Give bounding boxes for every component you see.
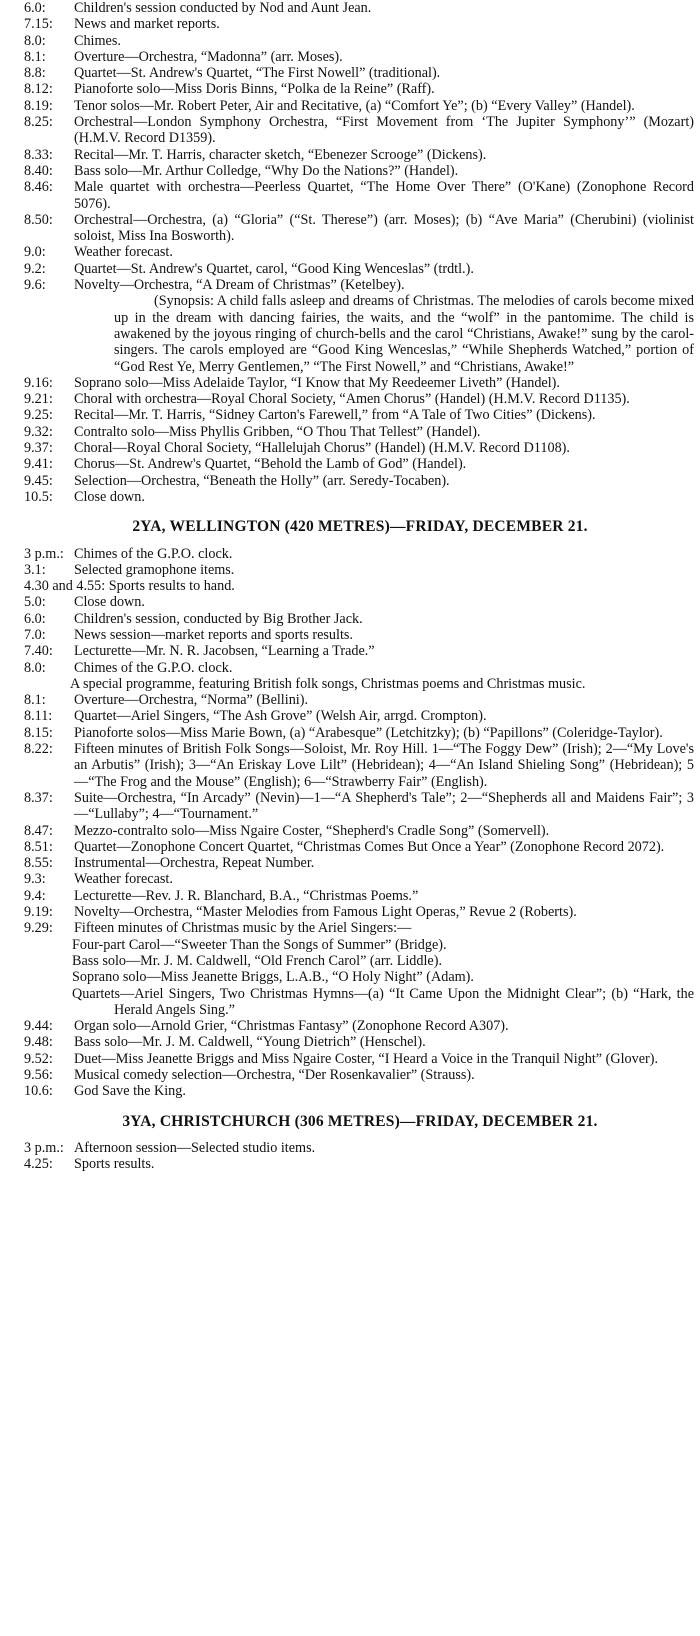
entry-text: Weather forecast. xyxy=(74,244,173,261)
programme-list xyxy=(24,1140,694,1173)
programme-entry xyxy=(24,49,694,65)
section-1ya-continued xyxy=(0,0,700,505)
entry-time: 9.37: xyxy=(24,440,53,457)
programme-entry xyxy=(24,1051,694,1067)
entry-time: 5.0: xyxy=(24,594,46,611)
programme-entry xyxy=(24,839,694,855)
programme-entry xyxy=(24,81,694,97)
programme-list xyxy=(24,692,694,936)
programme-entry xyxy=(24,627,694,643)
programme-entry xyxy=(24,1018,694,1034)
entry-text: Orchestral—Orchestra, (a) “Gloria” (“St. Therese”) (arr. Moses); (b) “Ave Maria” (Cherubini) (violinist soloist, Miss Ina Bosworth). xyxy=(74,211,694,245)
programme-entry xyxy=(24,456,694,472)
entry-time: 8.46: xyxy=(24,179,53,196)
programme-entry xyxy=(24,741,694,790)
programme-entry xyxy=(24,163,694,179)
programme-entry xyxy=(24,562,694,578)
entry-time: 9.48: xyxy=(24,1034,53,1051)
christmas-items-list xyxy=(24,937,694,1018)
entry-text: Orchestral—London Symphony Orchestra, “First Movement from ‘The Jupiter Symphony’” (Mozart) (H.M.V. Record D1359). xyxy=(74,114,694,147)
entry-time: 8.12: xyxy=(24,81,53,98)
entry-time: 7.40: xyxy=(24,643,53,660)
programme-entry xyxy=(24,98,694,114)
entry-text: Contralto solo—Miss Phyllis Gribben, “O Thou That Tellest” (Handel). xyxy=(74,423,481,440)
programme-entry xyxy=(24,179,694,212)
programme-list xyxy=(24,0,694,293)
christmas-item: Four-part Carol—“Sweeter Than the Songs of Summer” (Bridge). xyxy=(72,936,447,953)
entry-text: News session—market reports and sports results. xyxy=(74,626,353,643)
entry-time: 9.2: xyxy=(24,260,46,277)
entry-time: 3 p.m.: xyxy=(24,545,64,562)
entry-text: Duet—Miss Jeanette Briggs and Miss Ngaire Coster, “I Heard a Voice in the Tranquil Night” (Glover). xyxy=(74,1050,659,1067)
programme-list xyxy=(24,546,694,676)
station-heading-2ya: 2YA, WELLINGTON (420 METRES)—FRIDAY, DECEMBER 21. xyxy=(132,518,588,536)
entry-time: 8.1: xyxy=(24,692,46,709)
entry-text: Children's session conducted by Nod and Aunt Jean. xyxy=(74,0,372,16)
entry-time: 9.25: xyxy=(24,407,53,424)
entry-text: Organ solo—Arnold Grier, “Christmas Fantasy” (Zonophone Record A307). xyxy=(74,1018,509,1035)
entry-time: 8.8: xyxy=(24,65,46,82)
programme-entry xyxy=(24,578,694,594)
entry-text: Weather forecast. xyxy=(74,871,173,888)
entry-text: Suite—Orchestra, “In Arcady” (Nevin)—1—“A Shepherd's Tale”; 2—“Shepherds all and Maidens Fair”; 3—“Lullaby”; 4—“Tournament.” xyxy=(74,789,694,823)
programme-entry xyxy=(24,147,694,163)
entry-text: Chimes of the G.P.O. clock. xyxy=(74,545,233,562)
programme-entry xyxy=(24,407,694,423)
programme-entry xyxy=(24,823,694,839)
entry-time: 6.0: xyxy=(24,0,46,16)
programme-entry xyxy=(24,424,694,440)
entry-text: Novelty—Orchestra, “Master Melodies from Famous Light Operas,” Revue 2 (Roberts). xyxy=(74,904,577,921)
entry-time: 9.3: xyxy=(24,871,46,888)
entry-text: Quartet—Ariel Singers, “The Ash Grove” (Welsh Air, arrgd. Crompton). xyxy=(74,708,487,725)
programme-entry xyxy=(24,473,694,489)
programme-entry xyxy=(24,1140,694,1156)
entry-time: 10.5: xyxy=(24,488,53,505)
programme-entry xyxy=(24,708,694,724)
entry-text: Afternoon session—Selected studio items. xyxy=(74,1139,316,1156)
programme-entry xyxy=(24,643,694,659)
programme-entry xyxy=(24,1083,694,1099)
entry-time: 8.0: xyxy=(24,659,46,676)
programme-entry xyxy=(24,440,694,456)
entry-time: 9.52: xyxy=(24,1050,53,1067)
entry-text: Sports results. xyxy=(74,1156,155,1173)
programme-entry xyxy=(24,692,694,708)
entry-time: 6.0: xyxy=(24,610,46,627)
station-heading-3ya: 3YA, CHRISTCHURCH (306 METRES)—FRIDAY, DECEMBER 21. xyxy=(122,1112,598,1130)
entry-text: Bass solo—Mr. Arthur Colledge, “Why Do the Nations?” (Handel). xyxy=(74,162,459,179)
programme-entry xyxy=(24,114,694,147)
entry-text: Mezzo-contralto solo—Miss Ngaire Coster, “Shepherd's Cradle Song” (Somervell). xyxy=(74,822,550,839)
entry-text: Quartet—St. Andrew's Quartet, carol, “Good King Wenceslas” (trdtl.). xyxy=(74,260,474,277)
entry-time: 4.30 and 4.55: xyxy=(24,578,106,595)
programme-list xyxy=(24,1018,694,1099)
programme-entry xyxy=(24,489,694,505)
entry-text: Pianoforte solo—Miss Doris Binns, “Polka de la Reine” (Raff). xyxy=(74,81,435,98)
entry-time: 8.1: xyxy=(24,48,46,65)
entry-time: 10.6: xyxy=(24,1083,53,1100)
programme-entry xyxy=(24,790,694,823)
entry-time: 8.50: xyxy=(24,211,53,228)
programme-entry xyxy=(24,611,694,627)
programme-entry xyxy=(24,277,694,293)
entry-time: 9.6: xyxy=(24,277,46,294)
entry-text: Children's session, conducted by Big Brother Jack. xyxy=(74,610,363,627)
christmas-item: Quartets—Ariel Singers, Two Christmas Hymns—(a) “It Came Upon the Midnight Clear”; (b) “Hark, the Herald Angels Sing.” xyxy=(72,985,694,1018)
programme-entry xyxy=(24,546,694,562)
entry-time: 4.25: xyxy=(24,1156,53,1173)
entry-time: 8.25: xyxy=(24,114,53,131)
entry-time: 9.21: xyxy=(24,391,53,408)
programme-entry xyxy=(24,660,694,676)
entry-text: Quartet—Zonophone Concert Quartet, “Christmas Comes But Once a Year” (Zonophone Record 2072). xyxy=(74,838,665,855)
programme-entry xyxy=(24,725,694,741)
entry-text: Pianoforte solos—Miss Marie Bown, (a) “Arabesque” (Letchitzky); (b) “Papillons” (Coleridge-Taylor). xyxy=(74,724,663,741)
entry-time: 9.32: xyxy=(24,423,53,440)
entry-text: Recital—Mr. T. Harris, character sketch, “Ebenezer Scrooge” (Dickens). xyxy=(74,146,487,163)
entry-time: 7.0: xyxy=(24,626,46,643)
entry-time: 8.47: xyxy=(24,822,53,839)
programme-list xyxy=(24,375,694,505)
section-2ya-wellington xyxy=(0,546,700,1100)
programme-entry xyxy=(24,0,694,16)
programme-entry xyxy=(24,871,694,887)
entry-time: 3.1: xyxy=(24,561,46,578)
entry-time: 8.40: xyxy=(24,162,53,179)
synopsis-note: (Synopsis: A child falls asleep and dreams of Christmas. The melodies of carols become mixed up in the dream with dancing fairies, the waits, and the “wolf” in the pantomime. The child is awakened by the joyous ringing of church-bells and the carol “Christians, Awake!” sung by the carol-singers. The carols employed are “Good King Wenceslas,” “While Shepherds Watched,” portion of “God Rest Ye, Merry Gentlemen,” “The First Nowell,” and “Christians, Awake!” xyxy=(114,293,694,375)
entry-text: Sports results to hand. xyxy=(108,578,235,595)
entry-text: Fifteen minutes of British Folk Songs—Soloist, Mr. Roy Hill. 1—“The Foggy Dew” (Irish); 2—“My Love's an Arbutis” (Irish); 3—“An Eriskay Love Lilt” (Hebridean); 4—“An Island Shieling Song” (Hebridean); 5—“The Frog and the Mouse” (English); 6—“Strawberry Fair” (English). xyxy=(74,741,694,790)
programme-entry xyxy=(24,1067,694,1083)
entry-text: Novelty—Orchestra, “A Dream of Christmas” (Ketelbey). xyxy=(74,277,405,294)
entry-time: 7.15: xyxy=(24,16,53,33)
entry-text: Selected gramophone items. xyxy=(74,561,235,578)
entry-time: 9.44: xyxy=(24,1018,53,1035)
entry-time: 9.19: xyxy=(24,904,53,921)
entry-time: 8.37: xyxy=(24,789,53,806)
entry-text: Male quartet with orchestra—Peerless Quartet, “The Home Over There” (O'Kane) (Zonophone Record 5076). xyxy=(74,179,694,212)
entry-time: 9.16: xyxy=(24,374,53,391)
entry-time: 9.45: xyxy=(24,472,53,489)
programme-entry xyxy=(24,212,694,245)
entry-time: 8.0: xyxy=(24,32,46,49)
entry-text: News and market reports. xyxy=(74,16,220,33)
entry-text: Quartet—St. Andrew's Quartet, “The First Nowell” (traditional). xyxy=(74,65,441,82)
entry-text: Chimes. xyxy=(74,32,121,49)
entry-time: 9.56: xyxy=(24,1067,53,1083)
programme-entry xyxy=(24,261,694,277)
special-programme-note: A special programme, featuring British folk songs, Christmas poems and Christmas music. xyxy=(70,675,586,692)
programme-entry xyxy=(24,33,694,49)
entry-time: 8.22: xyxy=(24,741,53,758)
entry-text: Lecturette—Mr. N. R. Jacobsen, “Learning a Trade.” xyxy=(74,643,375,660)
entry-text: Chimes of the G.P.O. clock. xyxy=(74,659,233,676)
entry-text: Musical comedy selection—Orchestra, “Der Rosenkavalier” (Strauss). xyxy=(74,1067,475,1083)
entry-time: 9.29: xyxy=(24,920,53,937)
programme-entry xyxy=(24,244,694,260)
programme-entry xyxy=(24,1034,694,1050)
section-3ya-christchurch xyxy=(0,1140,700,1173)
entry-text: Choral with orchestra—Royal Choral Society, “Amen Chorus” (Handel) (H.M.V. Record D1135). xyxy=(74,391,630,408)
entry-text: Tenor solos—Mr. Robert Peter, Air and Recitative, (a) “Comfort Ye”; (b) “Every Valley” (Handel). xyxy=(74,97,635,114)
entry-time: 8.11: xyxy=(24,708,53,725)
entry-text: Close down. xyxy=(74,594,145,611)
entry-time: 8.15: xyxy=(24,724,53,741)
programme-entry xyxy=(24,65,694,81)
entry-time: 9.41: xyxy=(24,456,53,473)
entry-time: 3 p.m.: xyxy=(24,1139,64,1156)
entry-text: Overture—Orchestra, “Norma” (Bellini). xyxy=(74,692,308,709)
entry-time: 8.19: xyxy=(24,97,53,114)
entry-time: 8.55: xyxy=(24,855,53,872)
entry-text: Instrumental—Orchestra, Repeat Number. xyxy=(74,855,315,872)
programme-entry xyxy=(24,375,694,391)
entry-text: Chorus—St. Andrew's Quartet, “Behold the Lamb of God” (Handel). xyxy=(74,456,467,473)
entry-text: Close down. xyxy=(74,488,145,505)
programme-entry xyxy=(24,16,694,32)
programme-entry xyxy=(24,1156,694,1172)
entry-time: 8.33: xyxy=(24,146,53,163)
entry-text: God Save the King. xyxy=(74,1083,186,1100)
entry-text: Bass solo—Mr. J. M. Caldwell, “Young Dietrich” (Henschel). xyxy=(74,1034,426,1051)
entry-text: Selection—Orchestra, “Beneath the Holly” (arr. Seredy-Tocaben). xyxy=(74,472,450,489)
entry-text: Lecturette—Rev. J. R. Blanchard, B.A., “Christmas Poems.” xyxy=(74,887,419,904)
entry-time: 9.4: xyxy=(24,887,46,904)
entry-text: Soprano solo—Miss Adelaide Taylor, “I Know that My Reedeemer Liveth” (Handel). xyxy=(74,374,560,391)
entry-text: Fifteen minutes of Christmas music by the Ariel Singers:— xyxy=(74,920,412,937)
programme-entry xyxy=(24,920,694,936)
programme-entry xyxy=(24,391,694,407)
programme-entry xyxy=(24,904,694,920)
entry-text: Recital—Mr. T. Harris, “Sidney Carton's Farewell,” from “A Tale of Two Cities” (Dickens). xyxy=(74,407,596,424)
programme-entry xyxy=(24,855,694,871)
entry-text: Overture—Orchestra, “Madonna” (arr. Moses). xyxy=(74,48,343,65)
entry-time: 9.0: xyxy=(24,244,46,261)
programme-entry xyxy=(24,594,694,610)
christmas-item: Soprano solo—Miss Jeanette Briggs, L.A.B., “O Holy Night” (Adam). xyxy=(72,969,474,986)
entry-text: Choral—Royal Choral Society, “Hallelujah Chorus” (Handel) (H.M.V. Record D1108). xyxy=(74,440,570,457)
programme-entry xyxy=(24,888,694,904)
christmas-item: Bass solo—Mr. J. M. Caldwell, “Old French Carol” (arr. Liddle). xyxy=(72,952,442,969)
entry-time: 8.51: xyxy=(24,838,53,855)
